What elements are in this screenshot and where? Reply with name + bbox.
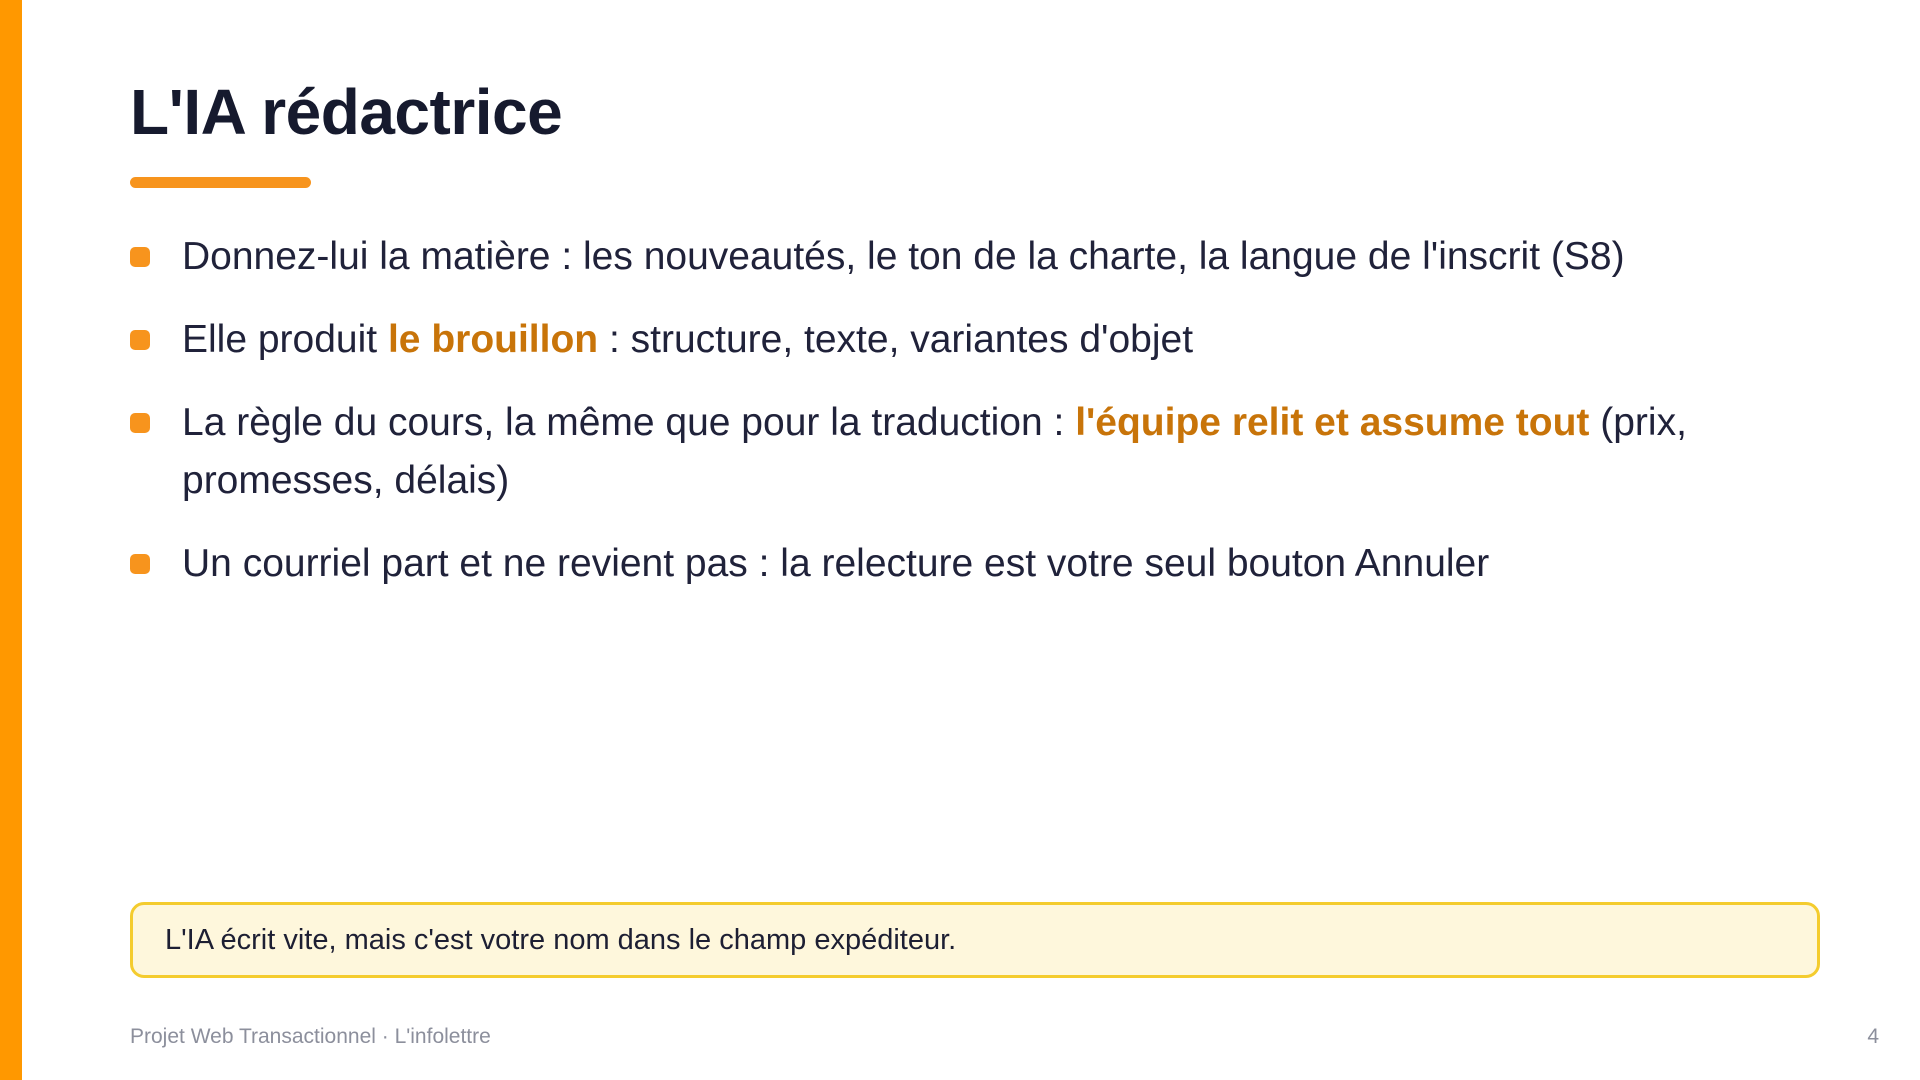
bullet-text: Elle produit bbox=[182, 318, 388, 361]
bullet-text: Donnez-lui la matière : les nouveautés, le ton de la charte, la langue de l'inscrit (S8) bbox=[182, 235, 1625, 278]
title-underline bbox=[130, 177, 311, 188]
accent-side-bar bbox=[0, 0, 22, 1080]
slide-title: L'IA rédactrice bbox=[130, 76, 563, 148]
footer-text: Projet Web Transactionnel · L'infolettre bbox=[130, 1025, 491, 1048]
bullet-highlight: l'équipe relit et assume tout bbox=[1075, 401, 1590, 444]
bullet-item bbox=[130, 394, 1770, 510]
callout-text: L'IA écrit vite, mais c'est votre nom dans le champ expéditeur. bbox=[165, 923, 957, 956]
bullet-text: : structure, texte, variantes d'objet bbox=[598, 318, 1194, 361]
bullet-marker bbox=[130, 330, 150, 350]
bullet-item bbox=[130, 311, 1770, 369]
bullet-marker bbox=[130, 554, 150, 574]
bullet-text: (prix, promesses, délais) bbox=[182, 401, 1687, 502]
bullet-item bbox=[130, 535, 1770, 593]
callout-box bbox=[130, 902, 1820, 978]
page-number: 4 bbox=[1867, 1025, 1879, 1048]
bullet-marker bbox=[130, 247, 150, 267]
bullet-item bbox=[130, 228, 1770, 286]
bullet-list bbox=[130, 228, 1770, 618]
bullet-highlight: le brouillon bbox=[387, 318, 599, 361]
bullet-marker bbox=[130, 413, 150, 433]
bullet-text: Un courriel part et ne revient pas : la relecture est votre seul bouton Annuler bbox=[182, 542, 1490, 585]
bullet-text: La règle du cours, la même que pour la traduction : bbox=[182, 401, 1076, 444]
